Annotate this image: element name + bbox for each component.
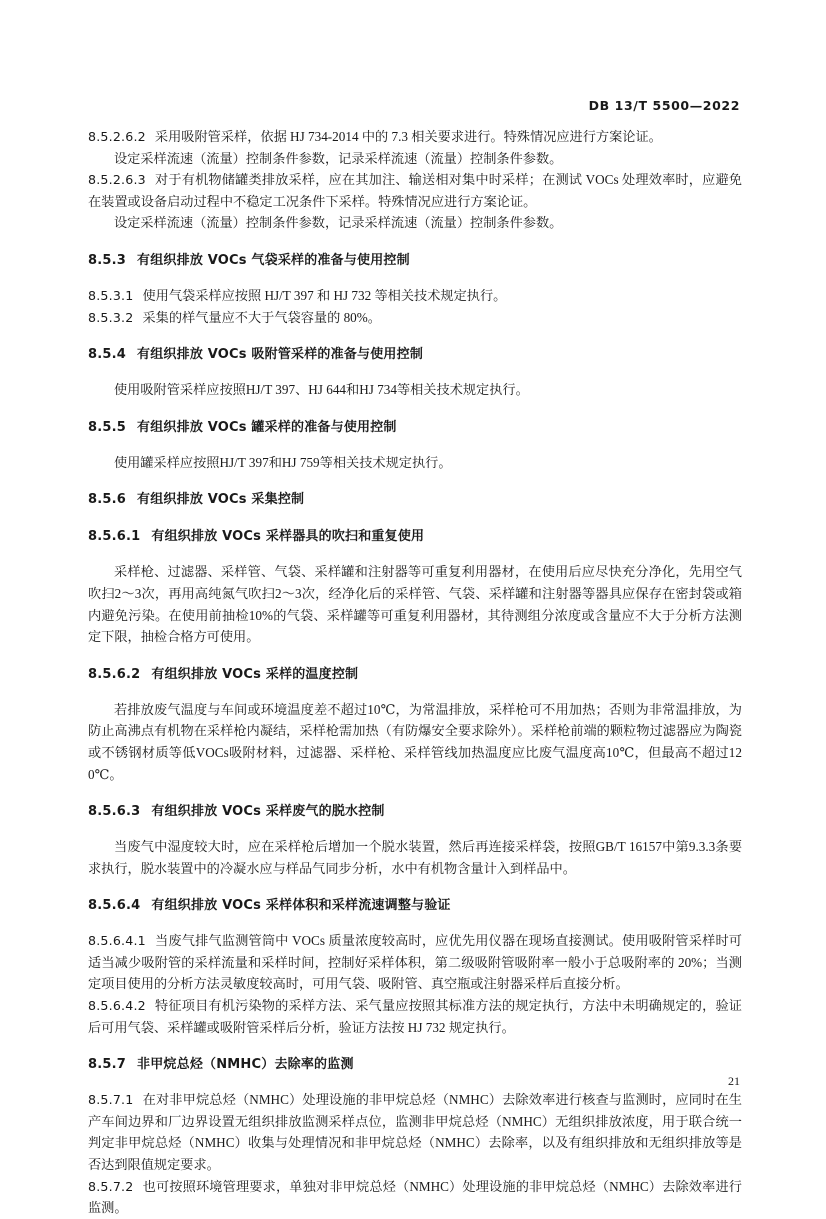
section-number: 8.5.6.1 xyxy=(88,529,141,545)
vertical-spacer xyxy=(88,438,742,452)
clause-number: 8.5.6.4.1 xyxy=(88,933,146,949)
clause-text: 在对非甲烷总烃（NMHC）处理设施的非甲烷总烃（NMHC）去除效率进行核查与监测时，应同时在生产车间边界和厂边界设置无组织排放监测采样点位，监测非甲烷总烃（NMHC）无组织排放浓度，用于联合统一判定非甲烷总烃（NMHC）收集与处理情况和非甲烷总烃（NMHC）去除率，以及有组织排放和无组织排放等是否达到限值规定要求。 xyxy=(88,1092,742,1173)
section-heading xyxy=(88,802,742,822)
section-heading xyxy=(88,345,742,365)
section-heading-text: 有组织排放 VOCs 采样废气的脱水控制 xyxy=(151,804,385,820)
section-heading xyxy=(88,251,742,271)
section-heading-text: 非甲烷总烃（NMHC）去除率的监测 xyxy=(137,1057,354,1073)
clause-paragraph xyxy=(88,126,742,148)
clause-text: 特征项目有机污染物的采样方法、采气量应按照其标准方法的规定执行，方法中未明确规定的，验证后可用气袋、采样罐或吸附管采样后分析，验证方法按 HJ 732 规定执行。 xyxy=(88,998,742,1035)
vertical-spacer xyxy=(88,365,742,379)
vertical-spacer xyxy=(88,785,742,802)
vertical-spacer xyxy=(88,510,742,527)
body-paragraph: 若排放废气温度与车间或环境温度差不超过10℃，为常温排放，采样枪可不用加热；否则为非常温排放，为防止高沸点有机物在采样枪内凝结，采样枪需加热（有防爆安全要求除外）。采样枪前端的颗粒物过滤器应为陶瓷或不锈钢材质等低VOCs吸附材料，过滤器、采样枪、采样管线加热温度应比废气温度高10℃，但最高不超过120℃。 xyxy=(88,701,742,782)
clause-paragraph xyxy=(88,307,742,329)
vertical-spacer xyxy=(88,1038,742,1055)
section-heading xyxy=(88,527,742,547)
running-header xyxy=(88,98,740,113)
vertical-spacer xyxy=(88,328,742,345)
clause-text: 采集的样气量应不大于气袋容量的 80%。 xyxy=(142,309,381,325)
clause-paragraph xyxy=(88,285,742,307)
page-number xyxy=(88,1074,740,1089)
clause-text: 当废气排气监测管筒中 VOCs 质量浓度较高时，应优先用仪器在现场直接测试。使用吸附管采样时可适当减少吸附管的采样流量和采样时间，控制好采样体积，第二级吸附管吸附率一般小于总吸附率的 20%；当测定项目使用的分析方法灵敏度较高时，可用气袋、吸附管、真空瓶或注射器采样后直接分析。 xyxy=(88,933,742,992)
section-heading-text: 有组织排放 VOCs 采样的温度控制 xyxy=(151,666,359,682)
body-paragraph: 当废气中湿度较大时，应在采样枪后增加一个脱水装置，然后再连接采样袋，按照GB/T 16157中第9.3.3条要求执行，脱水装置中的冷凝水应与样品气同步分析，水中有机物含量计入到样品中。 xyxy=(88,839,742,876)
section-heading-text: 有组织排放 VOCs 采样体积和采样流速调整与验证 xyxy=(151,898,451,914)
vertical-spacer xyxy=(88,879,742,896)
clause-number: 8.5.6.4.2 xyxy=(88,998,146,1014)
section-number: 8.5.6.3 xyxy=(88,804,141,820)
body-paragraph: 设定采样流速（流量）控制条件参数，记录采样流速（流量）控制条件参数。 xyxy=(114,215,563,231)
clause-text: 对于有机物储罐类排放采样，应在其加注、输送相对集中时采样；在测试 VOCs 处理效率时，应避免在装置或设备启动过程中不稳定工况条件下采样。特殊情况应进行方案论证。 xyxy=(88,172,742,209)
section-number: 8.5.6 xyxy=(88,492,127,508)
section-heading-text: 有组织排放 VOCs 罐采样的准备与使用控制 xyxy=(137,419,397,435)
clause-number: 8.5.7.2 xyxy=(88,1178,134,1194)
clause-text: 也可按照环境管理要求，单独对非甲烷总烃（NMHC）处理设施的非甲烷总烃（NMHC）去除效率进行监测。 xyxy=(88,1178,742,1216)
vertical-spacer xyxy=(88,401,742,418)
vertical-spacer xyxy=(88,822,742,836)
section-heading xyxy=(88,418,742,438)
clause-text: 采用吸附管采样，依据 HJ 734-2014 中的 7.3 相关要求进行。特殊情况应进行方案论证。 xyxy=(154,129,662,144)
clause-number: 8.5.3.1 xyxy=(88,287,134,303)
section-number: 8.5.6.2 xyxy=(88,666,141,682)
body-paragraph: 使用罐采样应按照HJ/T 397和HJ 759等相关技术规定执行。 xyxy=(114,454,452,470)
section-heading xyxy=(88,1055,742,1075)
clause-number: 8.5.2.6.3 xyxy=(88,172,146,188)
clause-paragraph xyxy=(88,1089,742,1175)
clause-number: 8.5.2.6.2 xyxy=(88,129,146,144)
section-heading xyxy=(88,490,742,510)
body-paragraph: 设定采样流速（流量）控制条件参数，记录采样流速（流量）控制条件参数。 xyxy=(114,150,563,166)
clause-paragraph xyxy=(88,930,742,995)
section-heading-text: 有组织排放 VOCs 采集控制 xyxy=(137,492,305,508)
section-number: 8.5.6.4 xyxy=(88,898,141,914)
section-number: 8.5.4 xyxy=(88,347,127,363)
vertical-spacer xyxy=(88,685,742,699)
body-paragraph: 采样枪、过滤器、采样管、气袋、采样罐和注射器等可重复利用器材，在使用后应尽快充分净化，先用空气吹扫2～3次，再用高纯氮气吹扫2～3次，经净化后的采样管、气袋、采样罐和注射器等器具应保存在密封袋或箱内避免污染。在使用前抽检10%的气袋、采样罐等可重复利用器材，其待测组分浓度或含量应不大于分析方法测定下限，抽检合格方可使用。 xyxy=(88,564,742,645)
section-number: 8.5.5 xyxy=(88,419,127,435)
clause-paragraph xyxy=(88,995,742,1038)
vertical-spacer xyxy=(88,473,742,490)
section-heading-text: 有组织排放 VOCs 采样器具的吹扫和重复使用 xyxy=(151,529,425,545)
section-heading-text: 有组织排放 VOCs 吸附管采样的准备与使用控制 xyxy=(137,347,424,363)
section-number: 8.5.7 xyxy=(88,1057,127,1073)
vertical-spacer xyxy=(88,271,742,285)
section-number: 8.5.3 xyxy=(88,252,127,268)
section-heading xyxy=(88,665,742,685)
clause-paragraph xyxy=(88,169,742,212)
clause-number: 8.5.7.1 xyxy=(88,1092,134,1108)
page-number-value: 21 xyxy=(728,1074,740,1088)
clause-number: 8.5.3.2 xyxy=(88,309,134,325)
clause-text: 使用气袋采样应按照 HJ/T 397 和 HJ 732 等相关技术规定执行。 xyxy=(142,287,507,303)
clause-paragraph xyxy=(88,1176,742,1219)
section-heading xyxy=(88,896,742,916)
vertical-spacer xyxy=(88,547,742,561)
section-heading-text: 有组织排放 VOCs 气袋采样的准备与使用控制 xyxy=(137,252,410,268)
standard-code: DB 13/T 5500—2022 xyxy=(588,98,740,113)
document-body xyxy=(88,126,742,1219)
body-paragraph: 使用吸附管采样应按照HJ/T 397、HJ 644和HJ 734等相关技术规定执行。 xyxy=(114,382,529,398)
vertical-spacer xyxy=(88,916,742,930)
vertical-spacer xyxy=(88,648,742,665)
vertical-spacer xyxy=(88,234,742,251)
